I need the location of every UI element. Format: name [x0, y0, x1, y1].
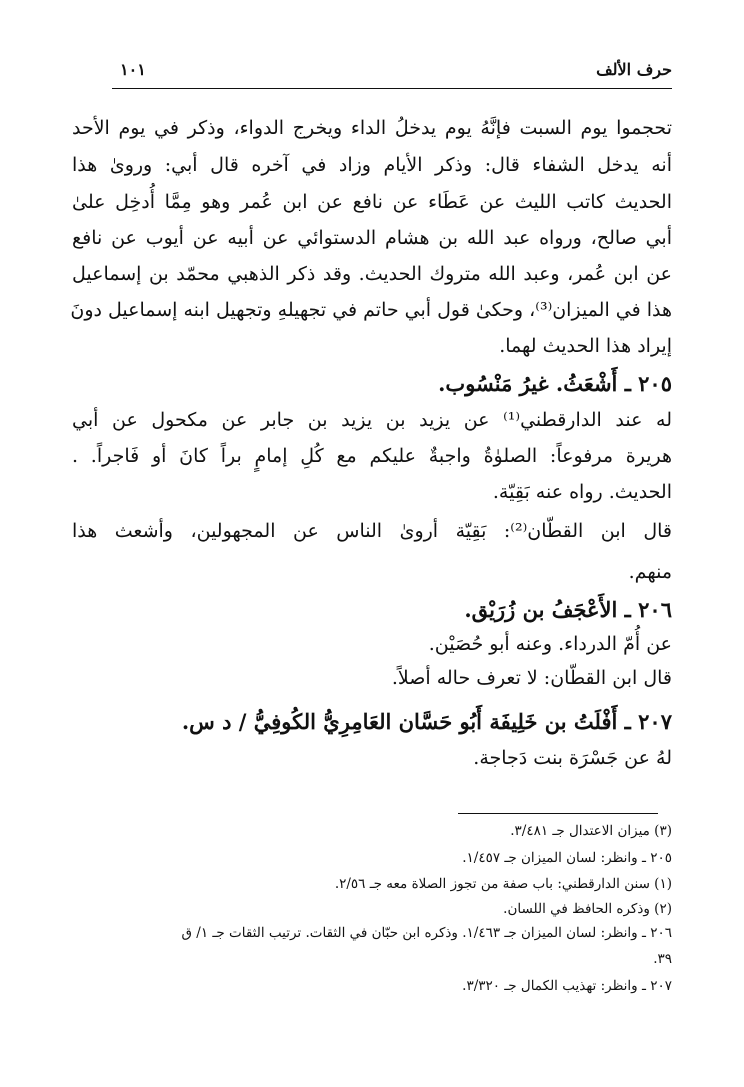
body-line: عن ابن عُمر، وعبد الله متروك الحديث. وقد ذكر الذهبي محمّد بن إسماعيل [72, 263, 672, 285]
body-line: أنه يدخل الشفاء قال: وذكر الأيام وزاد في آخره قال أبي: وروىٰ هذا [72, 154, 672, 176]
entry-205-note: منهم. [628, 561, 672, 583]
entry-206-heading: ٢٠٦ ـ الأَعْجَفُ بن زُرَيْق. [464, 597, 672, 622]
entry-205-line: هريرة مرفوعاً: الصلوٰةُ واجبةٌ عليكم مع كُلِ إمامٍ براً كانَ أو فَاجراً. . [72, 445, 672, 467]
entry-205-line: الحديث. رواه عنه بَقِيّة. [492, 481, 672, 503]
chapter-title: حرف الألف [596, 60, 672, 79]
footnote: ٢٠٦ ـ وانظر: لسان الميزان جـ ١/٤٦٣. وذكره ابن حبّان في الثقات. ترتيب الثقات جـ ١/ ق [181, 925, 672, 941]
footnote: (٢) وذكره الحافظ في اللسان. [503, 901, 672, 917]
page-number: ١٠١ [120, 60, 146, 79]
footnote: (٣) ميزان الاعتدال جـ ٣/٤٨١. [510, 823, 672, 839]
footnote: (١) سنن الدارقطني: باب صفة من تجوز الصلاة معه جـ ٢/٥٦. [334, 876, 672, 892]
body-line: إيراد هذا الحديث لهما. [499, 335, 672, 357]
entry-205-heading: ٢٠٥ ـ أَشْعَثُ. غيرُ مَنْسُوب. [438, 371, 672, 396]
entry-207-line: لهُ عن جَسْرَة بنت دَجاجة. [473, 747, 672, 769]
body-line: أبي صالح، ورواه عبد الله بن هشام الدستوائي عن أبيه عن أيوب عن نافع [72, 227, 672, 249]
body-line: هذا في الميزان⁽³⁾، وحكىٰ قول أبي حاتم في تجهيلهِ وتجهيل ابنه إسماعيل دونَ [70, 299, 672, 321]
footnote: ٣٩. [653, 951, 672, 967]
footnote: ٢٠٥ ـ وانظر: لسان الميزان جـ ١/٤٥٧. [462, 850, 672, 866]
running-header [112, 58, 672, 89]
entry-206-line: قال ابن القطّان: لا تعرف حاله أصلاً. [391, 667, 672, 689]
entry-207-heading: ٢٠٧ ـ أَفْلَتُ بن خَلِيفَة أَبُو حَسَّان العَامِرِيُّ الكُوفِيُّ / د س. [181, 709, 672, 734]
entry-205-note: قال ابن القطّان⁽²⁾: بَقِيّة أروىٰ الناس عن المجهولين، وأشعث هذا [72, 520, 672, 542]
footnote: ٢٠٧ ـ وانظر: تهذيب الكمال جـ ٣/٣٢٠. [462, 978, 672, 994]
body-line: الحديث كاتب الليث عن عَطَاء عن نافع عن ابن عُمر وهو مِمَّا أُدخِل علىٰ [72, 191, 672, 213]
entry-205-line: له عند الدارقطني⁽¹⁾ عن يزيد بن يزيد بن جابر عن مكحول عن أبي [72, 409, 673, 431]
entry-206-line: عن أُمّ الدرداء. وعنه أبو حُصَيْن. [428, 633, 672, 655]
footnote-separator [458, 813, 658, 814]
body-line: تحجموا يوم السبت فإنَّهُ يوم يدخلُ الداء ويخرج الدواء، وذكر في يوم الأحد [72, 117, 672, 139]
